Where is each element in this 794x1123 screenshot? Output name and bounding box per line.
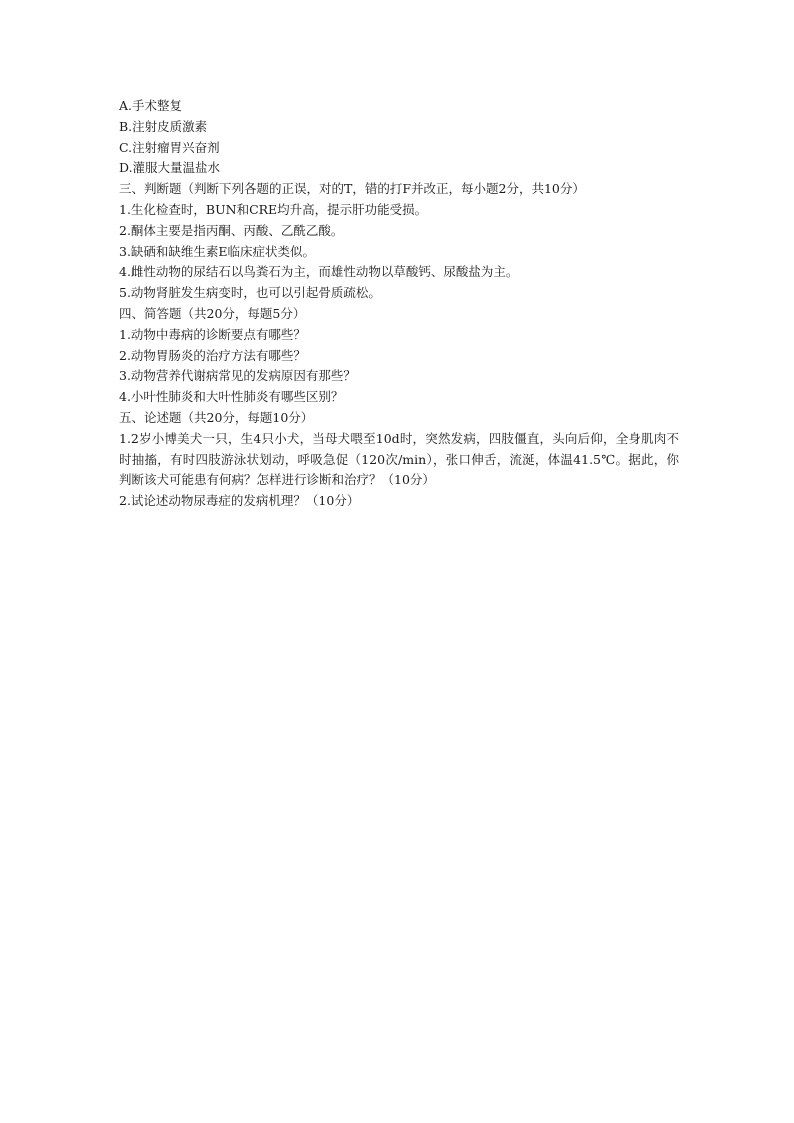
option-d: D.灌服大量温盐水 [119,160,221,176]
judgment-item-5: 5.动物肾脏发生病变时，也可以引起骨质疏松。 [119,285,381,301]
option-a: A.手术整复 [119,98,183,113]
short-answer-item-2: 2.动物胃肠炎的治疗方法有哪些？ [119,347,306,363]
essay-item-2: 2.试论述动物尿毒症的发病机理？（10分） [119,493,360,509]
option-c: C.注射瘤胃兴奋剂 [119,139,220,155]
judgment-item-3: 3.缺硒和缺维生素E临床症状类似。 [119,243,316,259]
essay-item-1: 1.2岁小博美犬一只，生4只小犬，当母犬喂至10d时，突然发病，四肢僵直，头向后仰，全身肌肉不时抽搐，有时四肢游泳状划动，呼吸急促（120次/min），张口伸舌，流涎，体温41.5℃。据此，你判断该犬可能患有何病？怎样进行诊断和治疗？（10分） [119,430,679,488]
section-heading-short-answer: 四、简答题（共20分，每题5分） [119,305,306,321]
short-answer-item-1: 1.动物中毒病的诊断要点有哪些？ [119,326,306,342]
exam-page [119,96,679,512]
judgment-item-1: 1.生化检查时，BUN和CRE均升高，提示肝功能受损。 [119,201,428,217]
judgment-item-4: 4.雌性动物的尿结石以鸟粪石为主，而雄性动物以草酸钙、尿酸盐为主。 [119,264,519,280]
option-b: B.注射皮质激素 [119,118,208,134]
section-heading-essay: 五、论述题（共20分，每题10分） [119,409,314,425]
judgment-item-2: 2.酮体主要是指丙酮、丙酸、乙酰乙酸。 [119,222,344,238]
section-heading-judgment: 三、判断题（判断下列各题的正误，对的T，错的打F并改正，每小题2分，共10分） [119,181,585,197]
short-answer-item-4: 4.小叶性肺炎和大叶性肺炎有哪些区别？ [119,389,344,405]
short-answer-item-3: 3.动物营养代谢病常见的发病原因有那些？ [119,368,356,384]
